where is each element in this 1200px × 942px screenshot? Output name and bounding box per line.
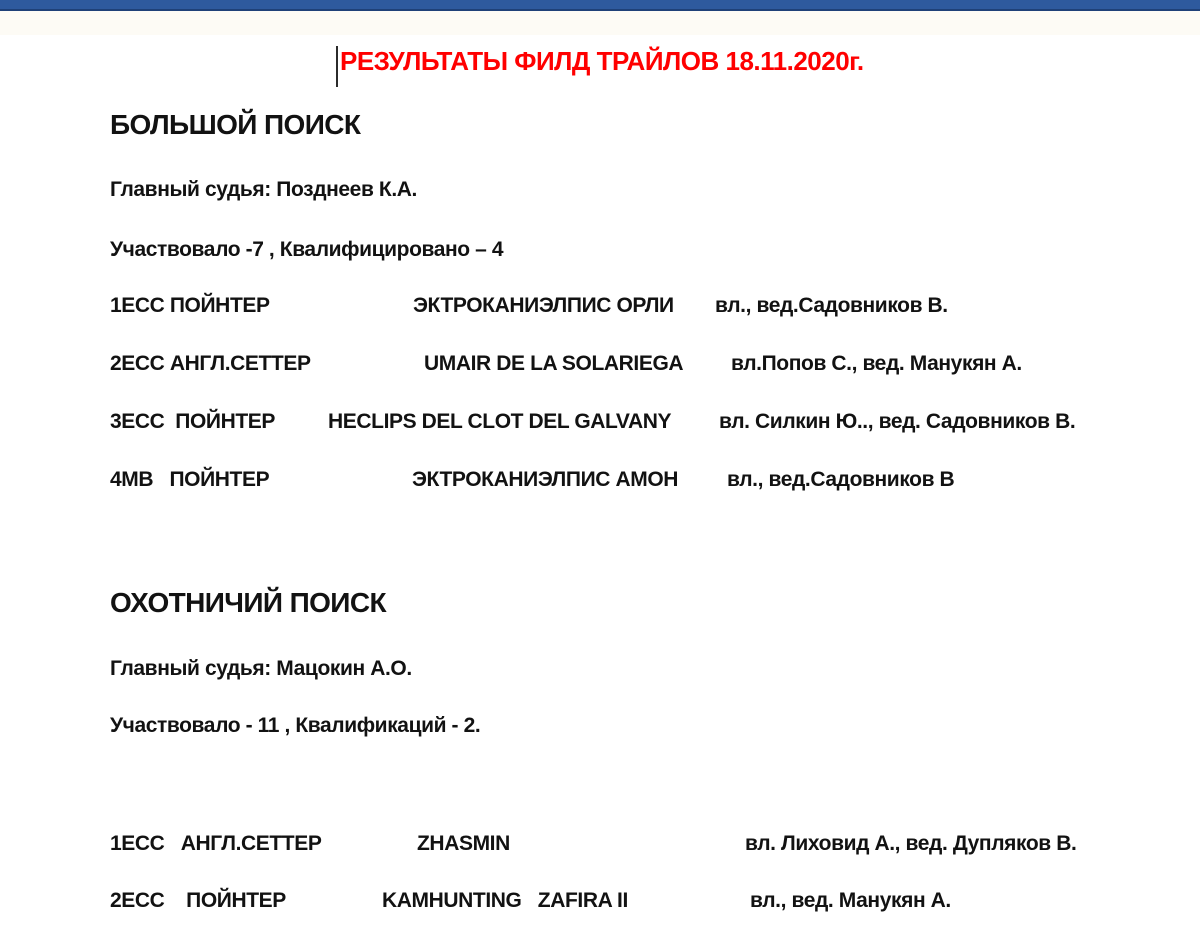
judge-line [0, 178, 1200, 208]
result-dog-name: ЭКТРОКАНИЭЛПИС АМОН [412, 468, 679, 491]
section-2-judge: Главный судья: Мацокин А.О. [110, 657, 412, 680]
result-placement: 1ЕСС АНГЛ.СЕТТЕР [110, 832, 322, 855]
stats-line [0, 238, 1200, 268]
result-dog-name: KAMHUNTING ZAFIRA II [382, 889, 628, 912]
result-row [0, 294, 1200, 324]
result-owner: вл. Силкин Ю.., вед. Садовников В. [719, 410, 1076, 433]
result-placement: 2ЕСС ПОЙНТЕР [110, 889, 286, 912]
result-dog-name: HECLIPS DEL CLOT DEL GALVANY [328, 410, 672, 433]
judge-line [0, 657, 1200, 687]
section-1-heading: БОЛЬШОЙ ПОИСК [110, 109, 361, 140]
result-dog-name: ZHASMIN [417, 832, 510, 855]
result-owner: вл., вед.Садовников В. [715, 294, 948, 317]
result-placement: 3ЕСС ПОЙНТЕР [110, 410, 276, 433]
stats-line [0, 714, 1200, 744]
section-1-stats: Участвовало -7 , Квалифицировано – 4 [110, 238, 504, 261]
section-heading-line [0, 109, 1200, 139]
result-dog-name: ЭКТРОКАНИЭЛПИС ОРЛИ [413, 294, 674, 317]
result-placement: 2ЕСС АНГЛ.СЕТТЕР [110, 352, 311, 375]
result-row [0, 410, 1200, 440]
section-2-stats: Участвовало - 11 , Квалификаций - 2. [110, 714, 481, 737]
result-owner: вл., вед.Садовников В [727, 468, 955, 491]
document-title-line [0, 47, 1200, 77]
result-owner: вл.Попов С., вед. Манукян А. [731, 352, 1022, 375]
result-row [0, 468, 1200, 498]
section-heading-line [0, 587, 1200, 617]
result-dog-name: UMAIR DE LA SOLARIEGA [424, 352, 684, 375]
result-row [0, 352, 1200, 382]
result-row [0, 889, 1200, 919]
result-owner: вл. Лиховид А., вед. Дупляков В. [745, 832, 1077, 855]
result-row [0, 832, 1200, 862]
result-owner: вл., вед. Манукян А. [750, 889, 951, 912]
result-placement: 4МВ ПОЙНТЕР [110, 468, 270, 491]
document-title: РЕЗУЛЬТАТЫ ФИЛД ТРАЙЛОВ 18.11.2020г. [340, 46, 864, 76]
section-1-judge: Главный судья: Позднеев К.А. [110, 178, 417, 201]
result-placement: 1ЕСС ПОЙНТЕР [110, 294, 270, 317]
section-2-heading: ОХОТНИЧИЙ ПОИСК [110, 587, 386, 618]
